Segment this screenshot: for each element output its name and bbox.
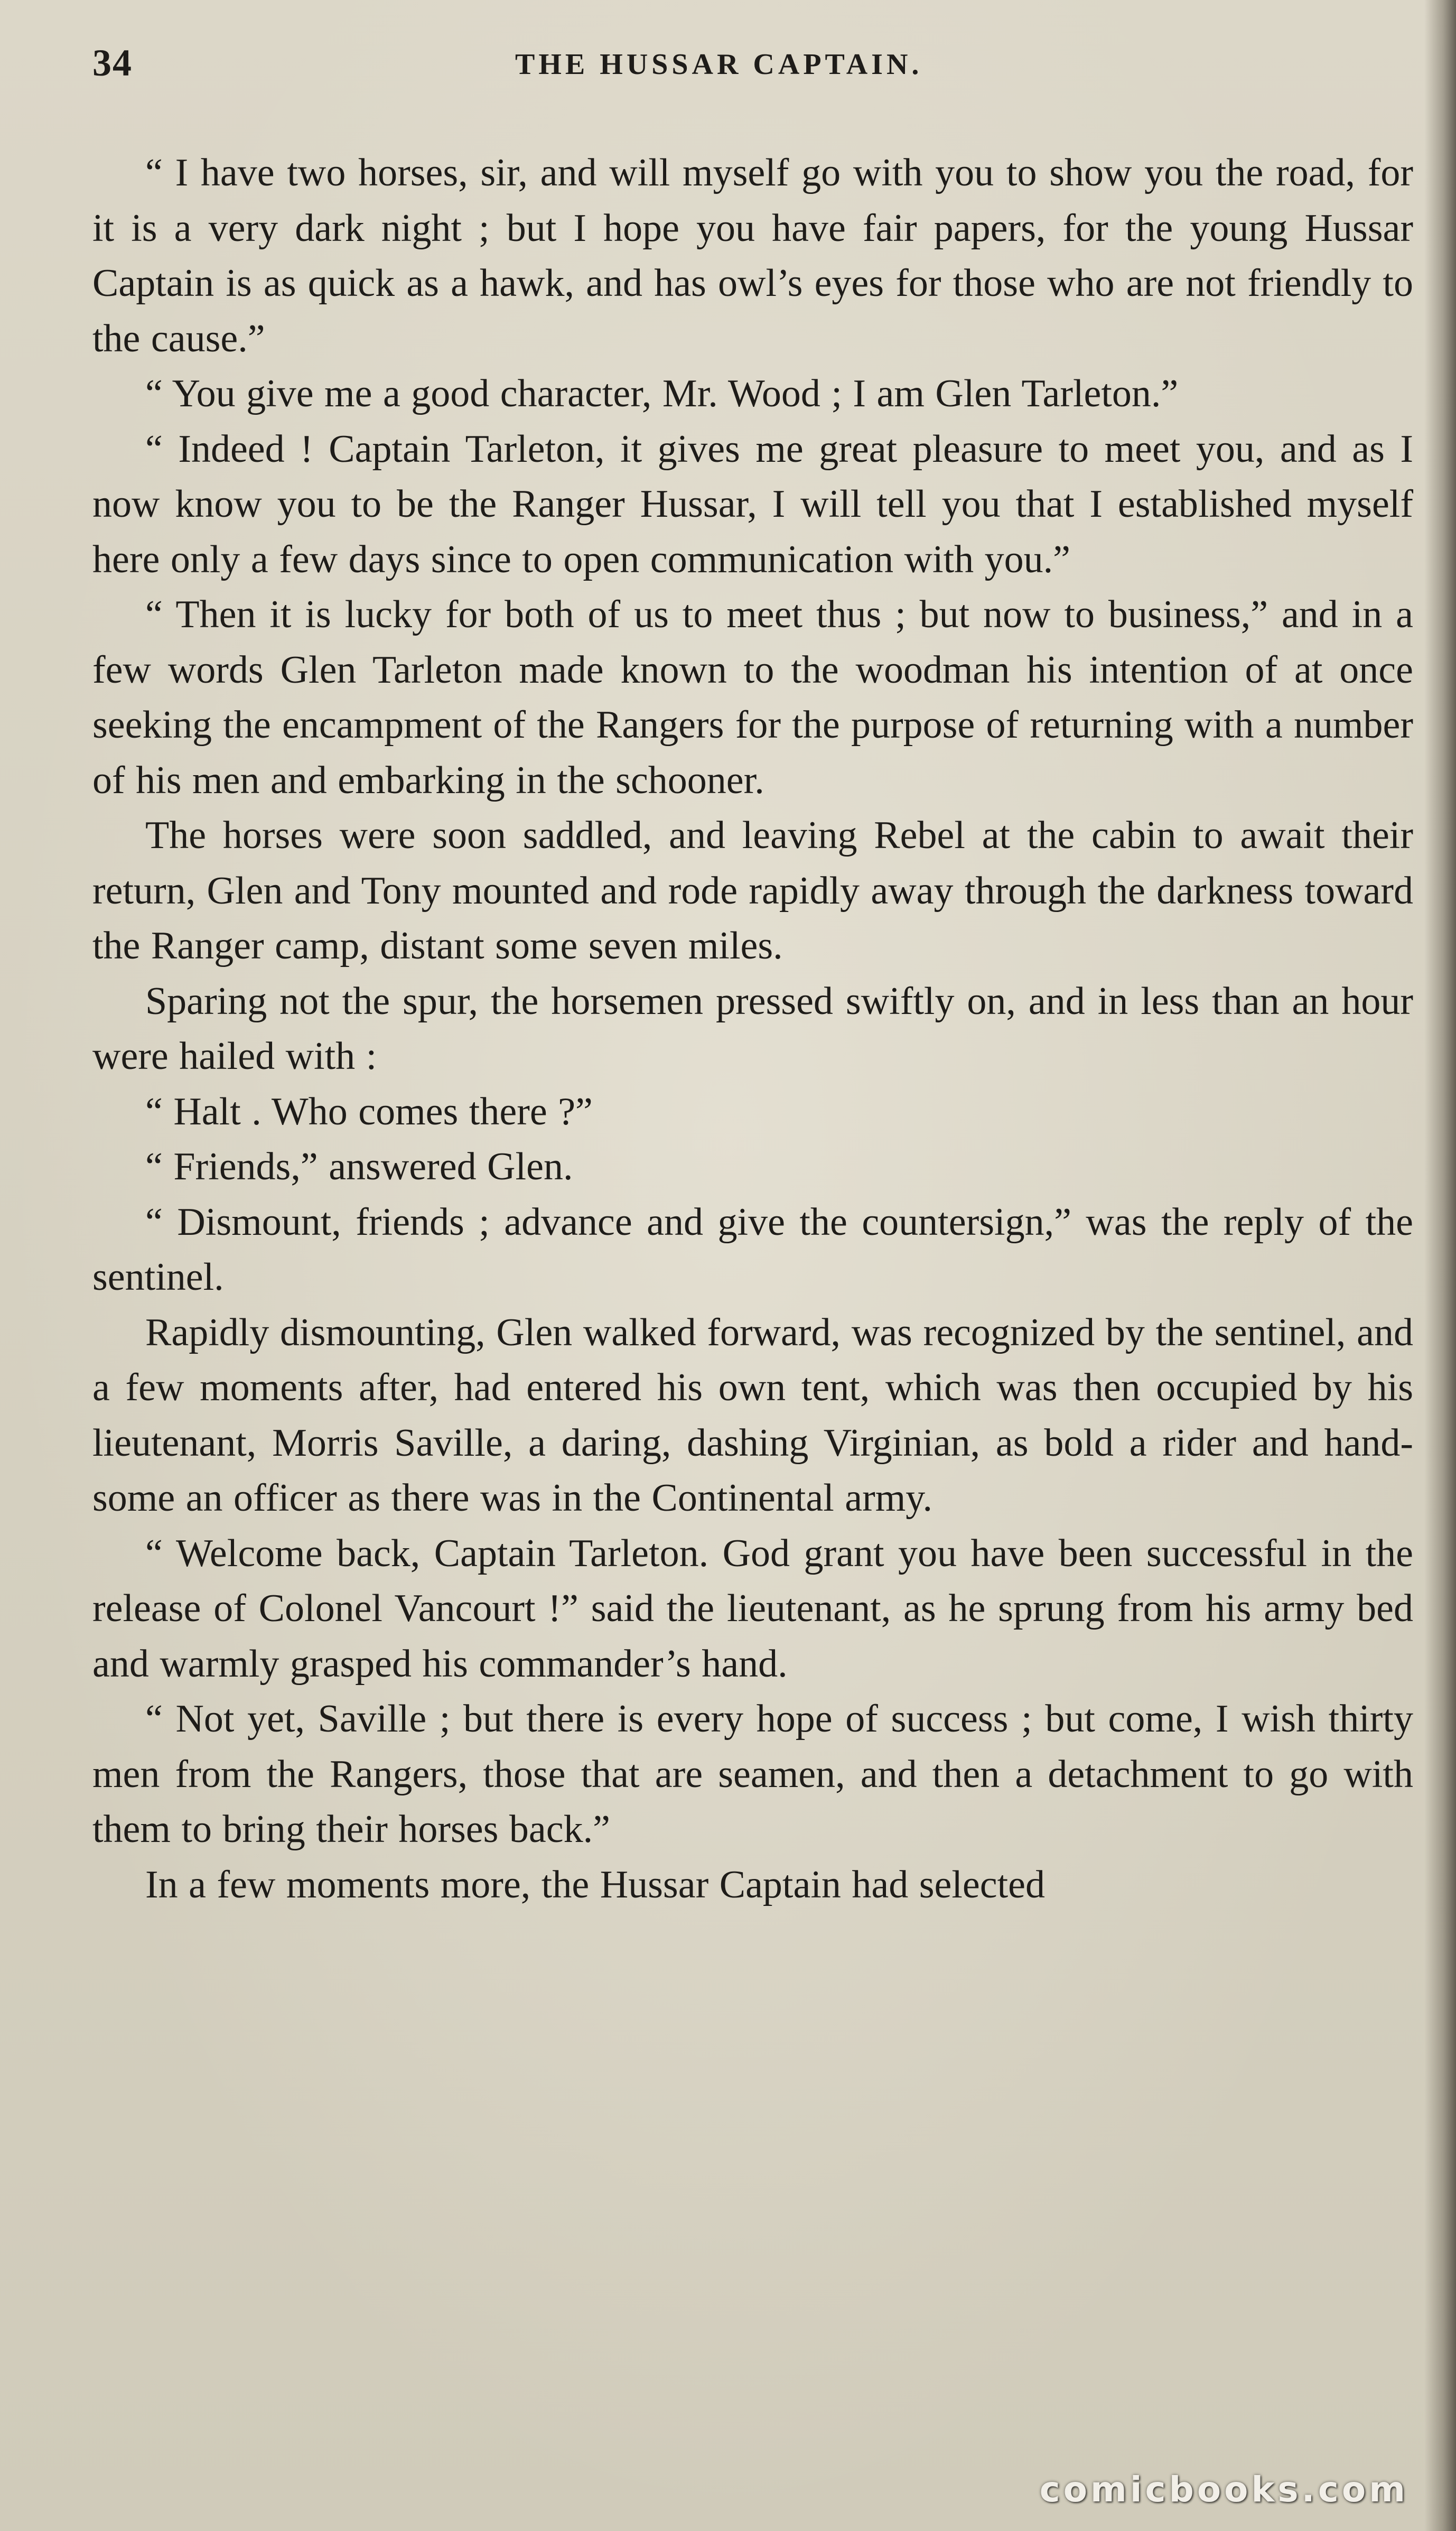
watermark: comicbooks.com: [1039, 2469, 1408, 2510]
paragraph: In a few moments more, the Hussar Captain had selected: [145, 1863, 1046, 1906]
paragraph: “ You give me a good character, Mr. Wood ; I am Glen Tarleton.”: [145, 372, 1179, 415]
paragraph: Rapidly dismounting, Glen walked forward, was recognized by the sentinel, and a few moments after, had entered his own tent, which was then occupied by his lieutenant, Morris Saville, a daring, dashing Virginian, as bold a rider and handsome an officer as there was in the Continental army.: [92, 1310, 1413, 1520]
paragraph: “ Dismount, friends ; advance and give the countersign,” was the reply of the sentinel.: [92, 1200, 1413, 1299]
paragraph: Sparing not the spur, the horsemen pressed swiftly on, and in less than an hour were hailed with :: [92, 979, 1413, 1078]
paragraph: “ Halt . Who comes there ?”: [145, 1090, 593, 1133]
page-header: [92, 41, 1413, 94]
running-head: THE HUSSAR CAPTAIN.: [515, 48, 923, 81]
paragraph: “ Friends,” answered Glen.: [145, 1145, 573, 1188]
paragraph: “ Then it is lucky for both of us to meet thus ; but now to business,” and in a few words Glen Tarleton made known to the woodman his intention of at once seeking the encampment of the Rangers for the purpose of returning with a number of his men and embarking in the schooner.: [92, 593, 1413, 802]
paragraph: “ Indeed ! Captain Tarleton, it gives me great pleasure to meet you, and as I now know you to be the Ranger Hussar, I will tell you that I established myself here only a few days since to open communication with you.”: [92, 427, 1413, 581]
body-text: [92, 145, 1413, 1912]
page-spine-shadow: [1424, 0, 1456, 2531]
paragraph: “ Not yet, Saville ; but there is every hope of success ; but come, I wish thirty men from the Rangers, those that are seamen, and then a detachment to go with them to bring their horses back.”: [92, 1697, 1413, 1851]
paragraph: “ Welcome back, Captain Tarleton. God grant you have been successful in the release of Colonel Vancourt !” said the lieutenant, as he sprung from his army bed and warmly grasped his commander’s hand.: [92, 1531, 1413, 1686]
paragraph: “ I have two horses, sir, and will myself go with you to show you the road, for it is a very dark night ; but I hope you have fair papers, for the young Hussar Captain is as quick as a hawk, and has owl’s eyes for those who are not friendly to the cause.”: [92, 151, 1413, 360]
page-number: 34: [92, 42, 133, 84]
paragraph: The horses were soon saddled, and leaving Rebel at the cabin to await their return, Glen and Tony mounted and rode rapidly away through the darkness toward the Ranger camp, distant some seven miles.: [92, 814, 1413, 967]
